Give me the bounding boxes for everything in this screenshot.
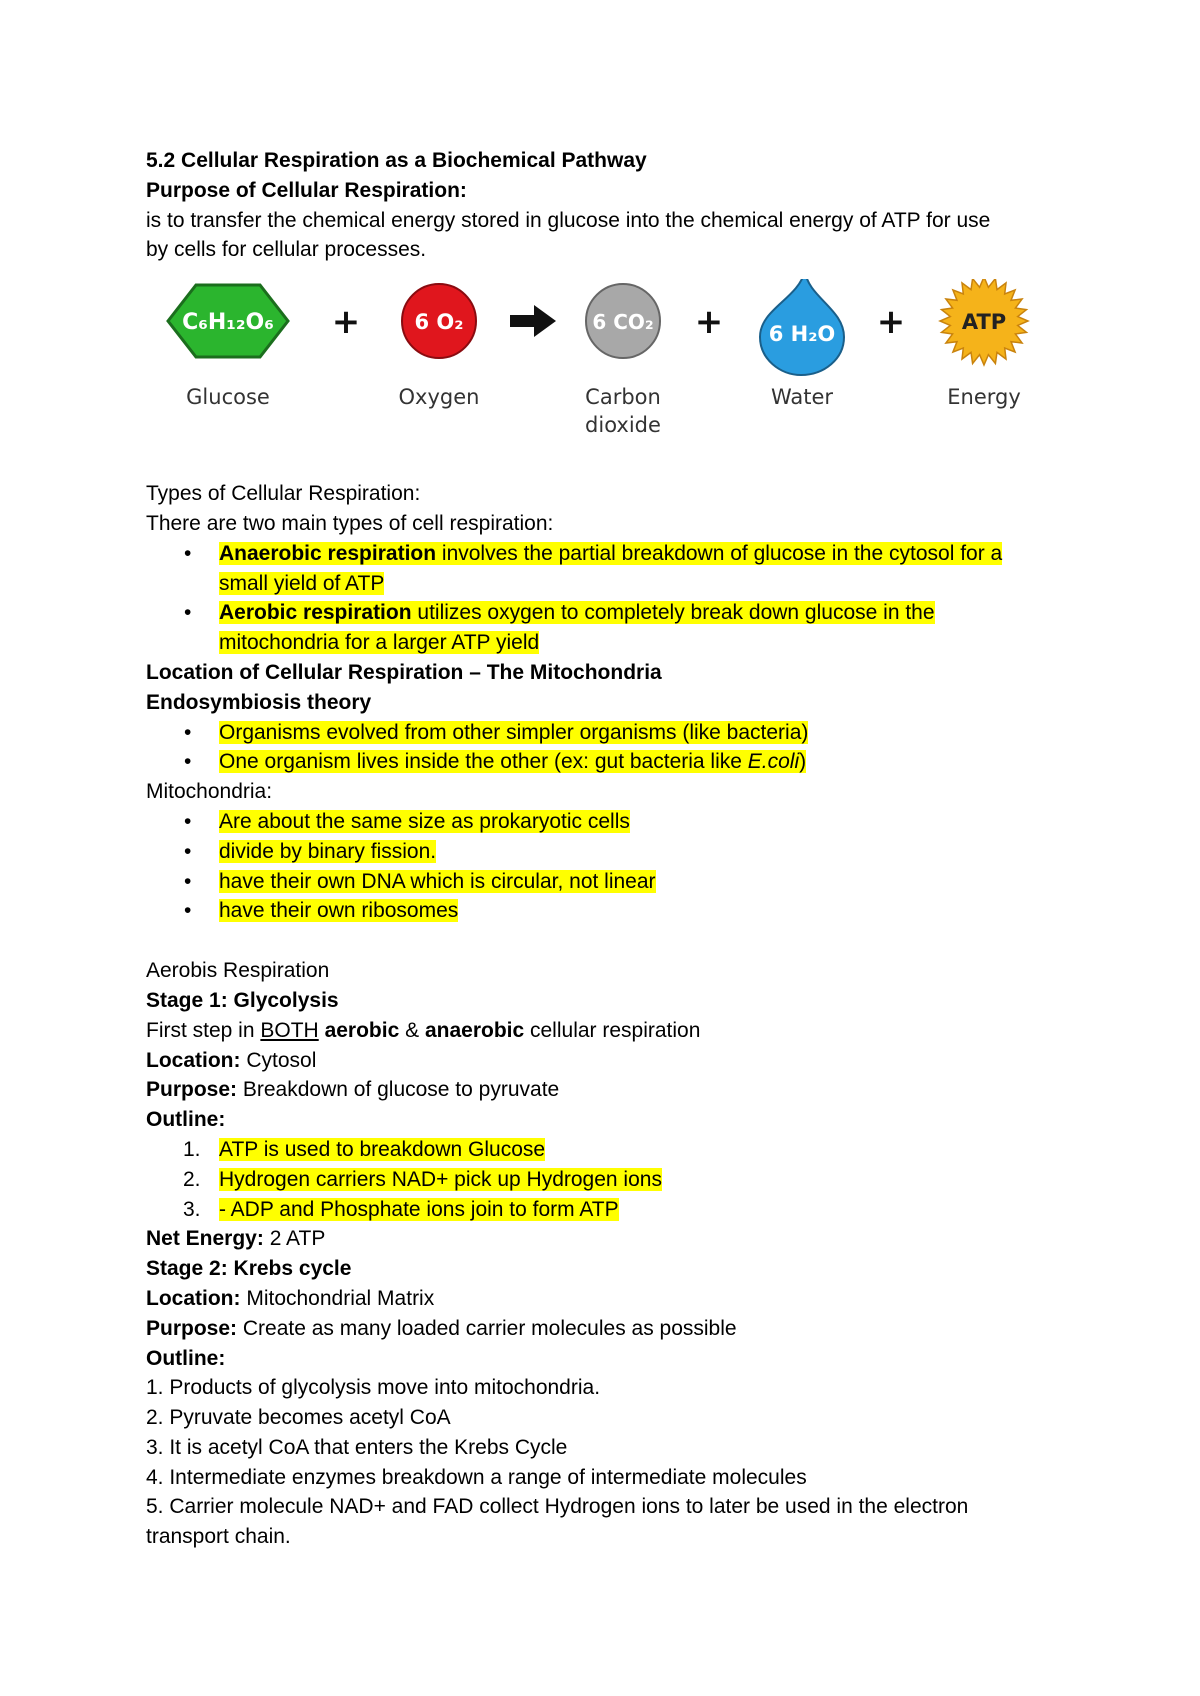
blank-line [146,926,1066,956]
co2-caption-line-2: dioxide [585,413,661,438]
bullet-icon: • [184,839,192,863]
mito-item-text: divide by binary fission. [219,839,437,863]
document-page [146,146,1066,1552]
purpose-text-line-2: by cells for cellular processes. [146,238,427,262]
stage1-first-step: First step in BOTH aerobic & anaerobic cellular respiration [146,1018,701,1042]
oxygen-formula: 6 O₂ [414,310,464,335]
stage1-outline-label: Outline: [146,1108,226,1132]
endo-item-text: One organism lives inside the other (ex: gut bacteria like [219,750,748,774]
stage1-location: Location: Cytosol [146,1048,317,1072]
bullet-icon: • [184,601,192,625]
energy-caption: Energy [947,385,1021,410]
aerobic-description-cont: mitochondria for a larger ATP yield [219,631,540,655]
plus-sign-2: + [694,302,724,343]
anaerobic-term: Anaerobic respiration [219,541,437,565]
mito-item-text: have their own ribosomes [219,899,459,923]
plus-sign-1: + [331,302,361,343]
stage2-outline-item-cont: transport chain. [146,1525,291,1549]
stage1-purpose: Purpose: Breakdown of glucose to pyruvate [146,1078,560,1102]
endo-item-close: ) [799,750,807,774]
anaerobic-term: anaerobic [424,1018,525,1042]
mito-item-text: Are about the same size as prokaryotic cells [219,809,630,833]
stage2-purpose: Purpose: Create as many loaded carrier molecules as possible [146,1316,737,1340]
item-number: 2. [183,1167,201,1191]
anaerobic-description: involves the partial breakdown of glucose in the cytosol for a [436,541,1003,565]
stage2-outline-item: 4. Intermediate enzymes breakdown a range of intermediate molecules [146,1465,807,1489]
list-item-mito [146,807,1066,837]
list-item-mito [146,867,1066,897]
bullet-icon: • [184,869,192,893]
aerobic-term: Aerobic respiration [219,601,412,625]
stage2-location: Location: Mitochondrial Matrix [146,1286,435,1310]
atp-label: ATP [961,310,1007,335]
mitochondria-heading: Mitochondria: [146,780,273,804]
list-item-endo-1 [146,718,1066,748]
both-term: BOTH [260,1018,319,1042]
outline-text: Hydrogen carriers NAD+ pick up Hydrogen ions [219,1167,662,1191]
list-item-anaerobic [146,539,1066,599]
outline-text: - ADP and Phosphate ions join to form ATP [219,1197,619,1221]
stage2-outline-label: Outline: [146,1346,226,1370]
aerobic-section-title: Aerobis Respiration [146,959,330,983]
bullet-icon: • [184,541,192,565]
co2-formula: 6 CO₂ [592,310,654,335]
page-heading: 5.2 Cellular Respiration as a Biochemical Pathway [146,149,647,172]
anaerobic-description-cont: small yield of ATP [219,571,385,595]
endosymbiosis-heading: Endosymbiosis theory [146,690,372,714]
list-item-mito [146,896,1066,926]
respiration-equation-diagram [146,279,1066,479]
stage2-outline-item: 1. Products of glycolysis move into mitochondria. [146,1376,601,1400]
bullet-icon: • [184,899,192,923]
glucose-formula: C₆H₁₂O₆ [182,310,274,336]
types-heading: Types of Cellular Respiration: [146,482,421,506]
stage1-title: Stage 1: Glycolysis [146,988,339,1012]
bullet-icon: • [184,809,192,833]
list-item-endo-2 [146,747,1066,777]
bullet-icon: • [184,750,192,774]
types-intro: There are two main types of cell respiration: [146,511,554,535]
stage1-outline-item [146,1195,1066,1225]
aerobic-term: aerobic [324,1018,400,1042]
stage2-outline-item: 3. It is acetyl CoA that enters the Krebs Cycle [146,1435,568,1459]
equation-graphics [146,279,1066,479]
stage2-outline-item: 5. Carrier molecule NAD+ and FAD collect Hydrogen ions to later be used in the electron [146,1495,969,1519]
reaction-arrow [510,305,556,337]
stage1-outline-item [146,1135,1066,1165]
location-heading: Location of Cellular Respiration – The Mitochondria [146,660,662,684]
stage2-outline-item: 2. Pyruvate becomes acetyl CoA [146,1406,451,1430]
ecoli-term: E.coli [747,750,800,774]
stage1-outline-item [146,1165,1066,1195]
list-item-mito [146,837,1066,867]
bullet-icon: • [184,720,192,744]
outline-text: ATP is used to breakdown Glucose [219,1137,546,1161]
endo-item-text: Organisms evolved from other simpler organisms (like bacteria) [219,720,809,744]
oxygen-caption: Oxygen [398,385,480,410]
purpose-heading: Purpose of Cellular Respiration: [146,178,467,202]
aerobic-description: utilizes oxygen to completely break down glucose in the [411,601,935,625]
plus-sign-3: + [876,302,906,343]
stage2-title: Stage 2: Krebs cycle [146,1257,352,1281]
co2-caption-line-1: Carbon [585,385,661,410]
stage1-net-energy: Net Energy: 2 ATP [146,1227,326,1251]
glucose-caption: Glucose [186,385,270,410]
item-number: 1. [183,1137,201,1161]
water-caption: Water [770,385,834,410]
mito-item-text: have their own DNA which is circular, not linear [219,869,656,893]
purpose-text-line-1: is to transfer the chemical energy stored in glucose into the chemical energy of ATP for use [146,208,991,232]
item-number: 3. [183,1197,201,1221]
water-formula: 6 H₂O [768,322,836,347]
list-item-aerobic [146,598,1066,658]
